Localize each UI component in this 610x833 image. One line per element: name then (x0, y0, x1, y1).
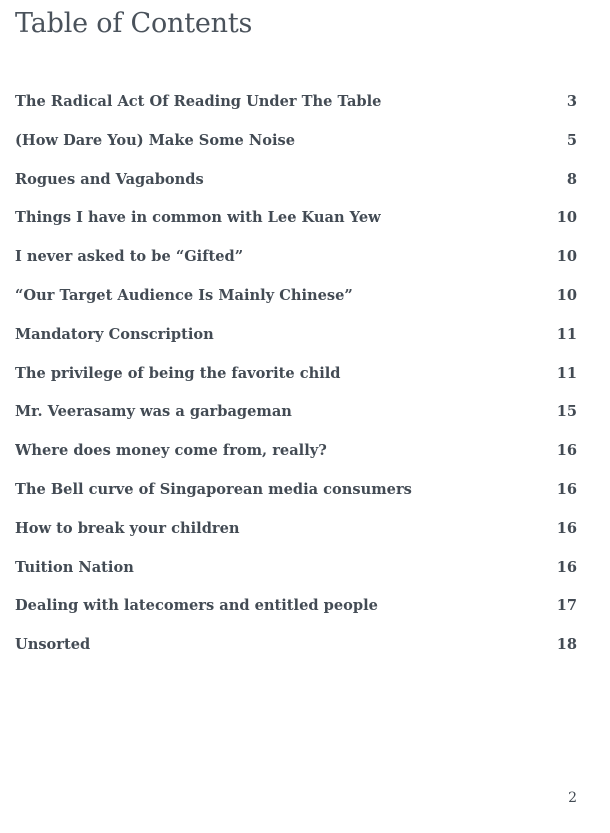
toc-entry-page[interactable]: 18 (556, 636, 577, 654)
toc-entry-title[interactable]: How to break your children (15, 519, 240, 537)
toc-entry[interactable] (15, 549, 577, 588)
toc-entry[interactable] (15, 122, 577, 161)
toc-entry-title[interactable]: Mr. Veerasamy was a garbageman (15, 403, 292, 421)
toc-entry-page[interactable]: 8 (566, 170, 577, 188)
toc-entry-page[interactable]: 16 (556, 558, 577, 576)
toc-entry[interactable] (15, 626, 577, 665)
toc-entry-title[interactable]: Unsorted (15, 636, 91, 654)
toc-entry-title[interactable]: Rogues and Vagabonds (15, 170, 204, 188)
toc-entry[interactable] (15, 510, 577, 549)
toc-entry[interactable] (15, 238, 577, 277)
toc-entry-title[interactable]: I never asked to be “Gifted” (15, 248, 244, 266)
toc-entry[interactable] (15, 161, 577, 200)
toc-entry-title[interactable]: Dealing with latecomers and entitled people (15, 597, 378, 615)
toc-entry-title[interactable]: Tuition Nation (15, 558, 134, 576)
toc-entry[interactable] (15, 199, 577, 238)
toc-entry[interactable] (15, 393, 577, 432)
toc-entry-page[interactable]: 16 (556, 480, 577, 498)
toc-entry-title[interactable]: The Radical Act Of Reading Under The Table (15, 93, 382, 110)
toc-entry-title[interactable]: Where does money come from, really? (15, 442, 327, 460)
toc-entry[interactable] (15, 587, 577, 626)
toc-entry[interactable] (15, 277, 577, 316)
toc-entry[interactable] (15, 471, 577, 510)
toc-entry-page[interactable]: 15 (556, 403, 577, 421)
toc-list (15, 83, 577, 665)
toc-entry-page[interactable]: 11 (556, 364, 577, 382)
toc-entry-title[interactable]: “Our Target Audience Is Mainly Chinese” (15, 286, 353, 304)
page-title: Table of Contents (15, 8, 253, 39)
toc-entry-page[interactable]: 5 (566, 131, 577, 149)
toc-entry-page[interactable]: 10 (556, 248, 577, 266)
toc-entry-page[interactable]: 3 (566, 93, 577, 110)
toc-entry-page[interactable]: 16 (556, 442, 577, 460)
toc-entry-page[interactable]: 11 (556, 325, 577, 343)
toc-entry-title[interactable]: Things I have in common with Lee Kuan Yew (15, 209, 381, 227)
toc-entry-page[interactable]: 10 (556, 209, 577, 227)
toc-entry-title[interactable]: The Bell curve of Singaporean media consumers (15, 480, 412, 498)
toc-entry-title[interactable]: Mandatory Conscription (15, 325, 214, 343)
toc-entry[interactable] (15, 316, 577, 355)
toc-entry-page[interactable]: 10 (556, 286, 577, 304)
toc-entry-page[interactable]: 16 (556, 519, 577, 537)
toc-entry-title[interactable]: The privilege of being the favorite child (15, 364, 341, 382)
toc-entry-title[interactable]: (How Dare You) Make Some Noise (15, 131, 296, 149)
page-number: 2 (568, 790, 577, 806)
toc-entry-page[interactable]: 17 (556, 597, 577, 615)
toc-entry[interactable] (15, 432, 577, 471)
toc-entry[interactable] (15, 355, 577, 394)
toc-entry[interactable] (15, 83, 577, 122)
